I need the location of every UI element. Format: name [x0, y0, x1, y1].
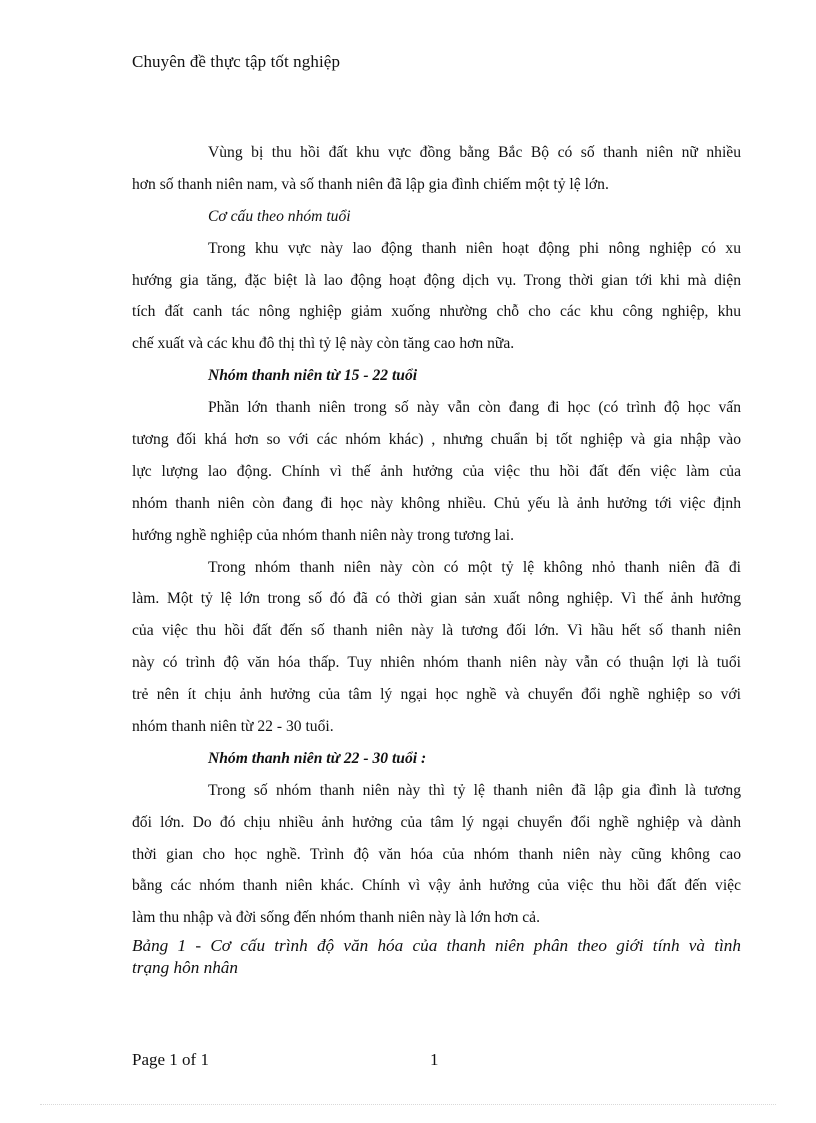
running-header: Chuyên đề thực tập tốt nghiệp — [132, 52, 341, 71]
paragraph-line: đối lớn. Do đó chịu nhiều ảnh hưởng của tâm lý ngại chuyển đổi nghề nghiệp và dành — [132, 813, 741, 831]
paragraph-line: lực lượng lao động. Chính vì thế ảnh hưởng của việc thu hồi đất đến việc làm của — [132, 462, 741, 480]
page-boundary-divider — [40, 1104, 776, 1105]
paragraph-line: thời gian cho học nghề. Trình độ văn hóa của nhóm thanh niên này cũng không cao — [132, 845, 741, 863]
paragraph-line: chế xuất và các khu đô thị thì tỷ lệ này còn tăng cao hơn nữa. — [132, 335, 515, 353]
section-heading-15-22: Nhóm thanh niên từ 15 - 22 tuổi — [208, 367, 418, 385]
table-caption-line: trạng hôn nhân — [132, 958, 238, 977]
paragraph-line: Trong số nhóm thanh niên này thì tỷ lệ thanh niên đã lập gia đình là tương — [208, 781, 741, 799]
paragraph-line: nhóm thanh niên còn đang đi học này không nhiều. Chủ yếu là ảnh hưởng tới việc định — [132, 494, 741, 512]
paragraph-line: làm. Một tỷ lệ lớn trong số đó đã có thời gian sản xuất nông nghiệp. Vì thế ảnh hưởng — [132, 590, 741, 608]
section-heading-22-30: Nhóm thanh niên từ 22 - 30 tuổi : — [208, 749, 427, 767]
paragraph-line: tích đất canh tác nông nghiệp giảm xuống nhường chỗ cho các khu công nghiệp, khu — [132, 303, 741, 321]
paragraph-line: làm thu nhập và đời sống đến nhóm thanh niên này là lớn hơn cả. — [132, 909, 541, 927]
paragraph-line: Trong khu vực này lao động thanh niên hoạt động phi nông nghiệp có xu — [208, 239, 741, 257]
paragraph-line: hướng gia tăng, đặc biệt là lao động hoạt động dịch vụ. Trong thời gian tới khi mà diện — [132, 271, 741, 289]
paragraph-line: trẻ nên ít chịu ảnh hưởng của tâm lý ngại học nghề và chuyển đổi nghề nghiệp so với — [132, 686, 741, 704]
paragraph-line: bằng các nhóm thanh niên khác. Chính vì vậy ảnh hưởng của việc thu hồi đất đến việc — [132, 877, 741, 895]
paragraph-line: Vùng bị thu hồi đất khu vực đồng bằng Bắc Bộ có số thanh niên nữ nhiều — [208, 144, 741, 161]
table-caption-line: Bảng 1 - Cơ cấu trình độ văn hóa của thanh niên phân theo giới tính và tình — [132, 936, 741, 955]
paragraph-line: hướng nghề nghiệp của nhóm thanh niên này trong tương lai. — [132, 526, 515, 544]
paragraph-line: Phần lớn thanh niên trong số này vẫn còn đang đi học (có trình độ học vấn — [208, 399, 741, 417]
page-number: 1 — [430, 1050, 439, 1069]
paragraph-line: Trong nhóm thanh niên này còn có một tỷ lệ không nhỏ thanh niên đã đi — [208, 558, 741, 576]
paragraph-line: tương đối khá hơn so với các nhóm khác) , nhưng chuẩn bị tốt nghiệp và gia nhập vào — [132, 431, 741, 449]
paragraph-line: hơn số thanh niên nam, và số thanh niên đã lập gia đình chiếm một tỷ lệ lớn. — [132, 175, 609, 193]
paragraph-line: của việc thu hồi đất đến số thanh niên này là tương đối lớn. Vì hầu hết số thanh niên — [132, 622, 741, 640]
paragraph-line: này có trình độ văn hóa thấp. Tuy nhiên nhóm thanh niên này vẫn có thuận lợi là tuổi — [132, 654, 741, 672]
paragraph-line: nhóm thanh niên từ 22 - 30 tuổi. — [132, 718, 334, 736]
table-caption — [132, 935, 741, 979]
page-count-label: Page 1 of 1 — [132, 1050, 209, 1069]
section-heading-age-structure: Cơ cấu theo nhóm tuổi — [208, 207, 351, 225]
body-text — [132, 137, 741, 934]
